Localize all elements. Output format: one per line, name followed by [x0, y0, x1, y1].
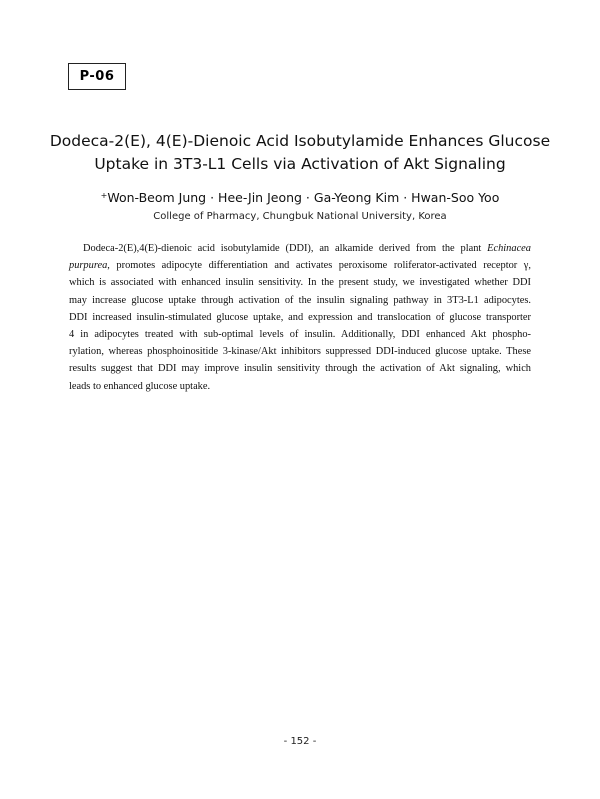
abstract-text: , promotes adipocyte differentiation and activates peroxisome roliferator-activated receptor γ, [107, 260, 531, 272]
abstract-body [69, 240, 531, 395]
affiliation: College of Pharmacy, Chungbuk National University, Korea [153, 211, 447, 222]
title-line-2: Uptake in 3T3-L1 Cells via Activation of Akt Signaling [94, 155, 506, 173]
abstract-line: leads to enhanced glucose uptake. [69, 380, 211, 392]
author-list [40, 189, 560, 207]
abstract-line: 4 in adipocytes treated with sub-optimal levels of insulin. Additionally, DDI enhanced Akt phospho- [69, 329, 531, 341]
abstract-line: DDI increased insulin-stimulated glucose uptake, and expression and translocation of glucose transporter [69, 311, 531, 323]
poster-id-badge [68, 63, 126, 90]
poster-id-label: P-06 [79, 69, 115, 84]
abstract-italic-text: Echinacea [487, 243, 531, 254]
abstract-line: may increase glucose uptake through activation of the insulin signaling pathway in 3T3-L1 adipocytes. [69, 294, 531, 306]
abstract-line: results suggest that DDI may improve insulin sensitivity through the activation of Akt signaling, which [69, 363, 531, 375]
abstract-line [69, 257, 531, 274]
title-line-1: Dodeca-2(E), 4(E)-Dienoic Acid Isobutylamide Enhances Glucose [49, 132, 551, 150]
author-names: Won-Beom Jung · Hee-Jin Jeong · Ga-Yeong Kim · Hwan-Soo Yoo [107, 190, 500, 205]
paper-title [40, 130, 560, 176]
abstract-text: Dodeca-2(E),4(E)-dienoic acid isobutylamide (DDI), an alkamide derived from the plant [83, 243, 488, 254]
abstract-line [69, 240, 531, 257]
presenting-author-marker: + [100, 191, 108, 200]
abstract-line: rylation, whereas phosphoinositide 3-kinase/Akt inhibitors suppressed DDI-induced glucose uptake. These [69, 346, 531, 358]
abstract-italic-text: purpurea [69, 260, 108, 272]
abstract-line: which is associated with enhanced insulin sensitivity. In the present study, we investigated whether DDI [69, 277, 531, 289]
page-number: - 152 - [283, 736, 317, 747]
